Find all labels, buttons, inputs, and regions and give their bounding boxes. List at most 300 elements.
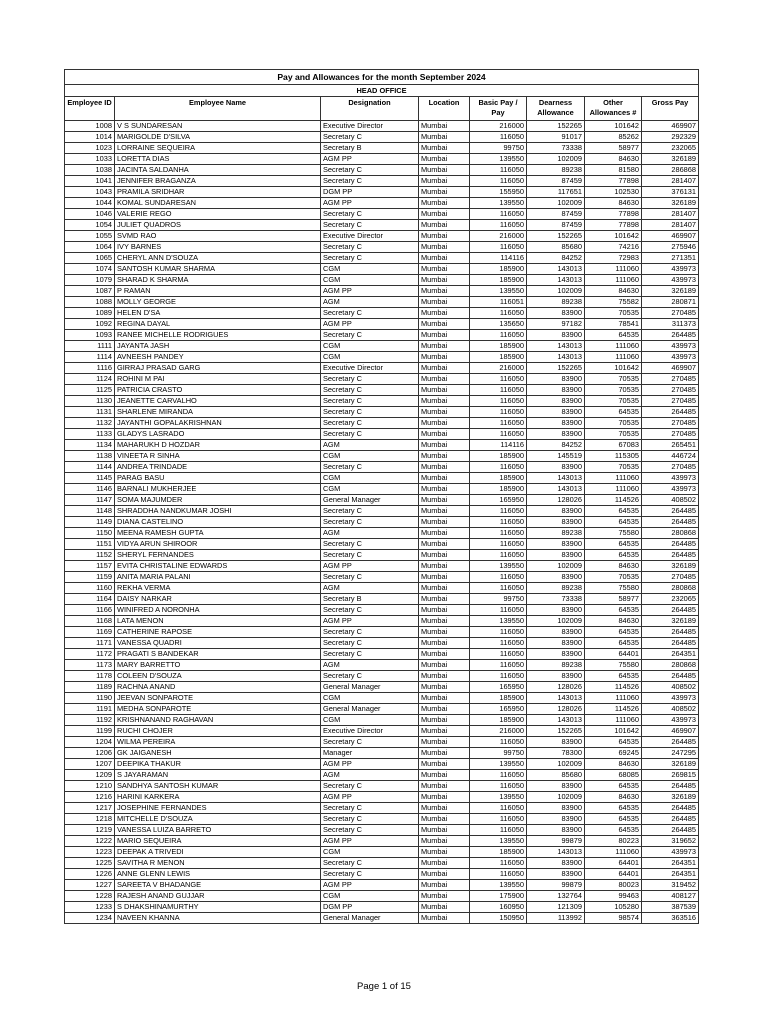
cell-employee-name: RANEE MICHELLE RODRIGUES: [115, 330, 321, 341]
cell-dearness-allowance: 83900: [527, 638, 585, 649]
cell-employee-id: 1064: [65, 242, 115, 253]
cell-employee-name: MAHARUKH D HOZDAR: [115, 440, 321, 451]
cell-location: Mumbai: [419, 187, 470, 198]
cell-employee-name: SVMD RAO: [115, 231, 321, 242]
cell-basic-pay: 116050: [470, 528, 527, 539]
cell-employee-id: 1055: [65, 231, 115, 242]
cell-other-allowances: 75582: [585, 297, 642, 308]
cell-designation: General Manager: [321, 704, 419, 715]
cell-employee-id: 1111: [65, 341, 115, 352]
cell-location: Mumbai: [419, 803, 470, 814]
table-row: [65, 264, 699, 275]
cell-employee-id: 1189: [65, 682, 115, 693]
cell-other-allowances: 64401: [585, 858, 642, 869]
cell-employee-name: WINIFRED A NORONHA: [115, 605, 321, 616]
cell-designation: Secretary C: [321, 605, 419, 616]
table-row: [65, 220, 699, 231]
cell-location: Mumbai: [419, 264, 470, 275]
cell-employee-name: JEEVAN SONPAROTE: [115, 693, 321, 704]
cell-employee-id: 1168: [65, 616, 115, 627]
cell-employee-id: 1160: [65, 583, 115, 594]
cell-other-allowances: 64535: [585, 671, 642, 682]
cell-employee-id: 1206: [65, 748, 115, 759]
cell-basic-pay: 160950: [470, 902, 527, 913]
cell-location: Mumbai: [419, 792, 470, 803]
cell-location: Mumbai: [419, 836, 470, 847]
cell-gross-pay: 264351: [642, 869, 699, 880]
cell-employee-name: RUCHI CHOJER: [115, 726, 321, 737]
table-row: [65, 209, 699, 220]
cell-employee-id: 1190: [65, 693, 115, 704]
page-number: Page 1 of 15: [357, 981, 411, 992]
cell-employee-name: ANDREA TRINDADE: [115, 462, 321, 473]
cell-basic-pay: 139550: [470, 561, 527, 572]
cell-dearness-allowance: 117651: [527, 187, 585, 198]
cell-dearness-allowance: 143013: [527, 275, 585, 286]
cell-employee-name: MITCHELLE D'SOUZA: [115, 814, 321, 825]
cell-basic-pay: 116050: [470, 781, 527, 792]
cell-gross-pay: 264351: [642, 858, 699, 869]
table-row: [65, 242, 699, 253]
cell-designation: AGM PP: [321, 759, 419, 770]
cell-other-allowances: 111060: [585, 715, 642, 726]
cell-gross-pay: 280868: [642, 528, 699, 539]
cell-employee-name: LORETTA DIAS: [115, 154, 321, 165]
table-row: [65, 550, 699, 561]
cell-designation: Secretary C: [321, 627, 419, 638]
cell-employee-name: JULIET QUADROS: [115, 220, 321, 231]
cell-employee-id: 1014: [65, 132, 115, 143]
cell-other-allowances: 64535: [585, 781, 642, 792]
cell-dearness-allowance: 102009: [527, 561, 585, 572]
table-row: [65, 847, 699, 858]
cell-other-allowances: 84630: [585, 198, 642, 209]
cell-employee-id: 1079: [65, 275, 115, 286]
cell-employee-name: SHARLENE MIRANDA: [115, 407, 321, 418]
cell-other-allowances: 72983: [585, 253, 642, 264]
cell-basic-pay: 114116: [470, 440, 527, 451]
cell-employee-id: 1173: [65, 660, 115, 671]
cell-location: Mumbai: [419, 638, 470, 649]
cell-employee-id: 1169: [65, 627, 115, 638]
cell-basic-pay: 116050: [470, 627, 527, 638]
cell-designation: Secretary C: [321, 825, 419, 836]
cell-dearness-allowance: 83900: [527, 605, 585, 616]
cell-dearness-allowance: 89238: [527, 660, 585, 671]
cell-dearness-allowance: 132764: [527, 891, 585, 902]
cell-designation: Executive Director: [321, 121, 419, 132]
cell-location: Mumbai: [419, 869, 470, 880]
cell-other-allowances: 111060: [585, 847, 642, 858]
cell-basic-pay: 185900: [470, 264, 527, 275]
cell-dearness-allowance: 152265: [527, 363, 585, 374]
header-other-allowances: Other Allowances #: [585, 97, 642, 121]
cell-location: Mumbai: [419, 737, 470, 748]
cell-gross-pay: 387539: [642, 902, 699, 913]
cell-employee-id: 1074: [65, 264, 115, 275]
cell-location: Mumbai: [419, 286, 470, 297]
cell-gross-pay: 439973: [642, 715, 699, 726]
cell-other-allowances: 64535: [585, 407, 642, 418]
cell-employee-name: NAVEEN KHANNA: [115, 913, 321, 924]
cell-designation: CGM: [321, 341, 419, 352]
cell-employee-id: 1054: [65, 220, 115, 231]
table-row: [65, 198, 699, 209]
cell-designation: Secretary C: [321, 737, 419, 748]
cell-basic-pay: 185900: [470, 473, 527, 484]
cell-gross-pay: 264485: [642, 330, 699, 341]
cell-employee-id: 1172: [65, 649, 115, 660]
cell-gross-pay: 439973: [642, 847, 699, 858]
cell-basic-pay: 139550: [470, 836, 527, 847]
cell-designation: Executive Director: [321, 231, 419, 242]
table-title: Pay and Allowances for the month September 2024: [65, 70, 699, 85]
cell-dearness-allowance: 83900: [527, 825, 585, 836]
cell-other-allowances: 70535: [585, 429, 642, 440]
cell-employee-name: COLEEN D'SOUZA: [115, 671, 321, 682]
table-row: [65, 528, 699, 539]
cell-employee-name: PRAMILA SRIDHAR: [115, 187, 321, 198]
cell-basic-pay: 185900: [470, 275, 527, 286]
cell-location: Mumbai: [419, 319, 470, 330]
cell-location: Mumbai: [419, 858, 470, 869]
cell-other-allowances: 58977: [585, 143, 642, 154]
cell-other-allowances: 80223: [585, 836, 642, 847]
cell-gross-pay: 270485: [642, 429, 699, 440]
cell-designation: Secretary C: [321, 462, 419, 473]
cell-employee-id: 1234: [65, 913, 115, 924]
cell-designation: General Manager: [321, 495, 419, 506]
cell-designation: AGM PP: [321, 198, 419, 209]
table-row: [65, 462, 699, 473]
cell-designation: AGM PP: [321, 561, 419, 572]
column-header-row: [65, 97, 699, 121]
cell-gross-pay: 469907: [642, 231, 699, 242]
cell-basic-pay: 116050: [470, 176, 527, 187]
cell-location: Mumbai: [419, 506, 470, 517]
cell-designation: Secretary C: [321, 869, 419, 880]
table-row: [65, 352, 699, 363]
cell-dearness-allowance: 99879: [527, 880, 585, 891]
cell-location: Mumbai: [419, 352, 470, 363]
header-employee-name: Employee Name: [115, 97, 321, 121]
table-row: [65, 484, 699, 495]
cell-designation: Secretary C: [321, 429, 419, 440]
cell-employee-id: 1152: [65, 550, 115, 561]
cell-basic-pay: 116050: [470, 308, 527, 319]
cell-location: Mumbai: [419, 132, 470, 143]
cell-gross-pay: 269815: [642, 770, 699, 781]
cell-gross-pay: 270485: [642, 572, 699, 583]
table-row: [65, 451, 699, 462]
cell-location: Mumbai: [419, 627, 470, 638]
cell-location: Mumbai: [419, 473, 470, 484]
cell-employee-name: MOLLY GEORGE: [115, 297, 321, 308]
cell-dearness-allowance: 87459: [527, 176, 585, 187]
cell-location: Mumbai: [419, 407, 470, 418]
cell-designation: CGM: [321, 473, 419, 484]
cell-location: Mumbai: [419, 880, 470, 891]
cell-basic-pay: 116050: [470, 814, 527, 825]
cell-location: Mumbai: [419, 517, 470, 528]
cell-other-allowances: 68085: [585, 770, 642, 781]
cell-employee-name: VANESSA QUADRI: [115, 638, 321, 649]
cell-basic-pay: 155950: [470, 187, 527, 198]
cell-employee-id: 1157: [65, 561, 115, 572]
table-row: [65, 539, 699, 550]
cell-location: Mumbai: [419, 781, 470, 792]
cell-employee-id: 1125: [65, 385, 115, 396]
cell-basic-pay: 116050: [470, 220, 527, 231]
cell-dearness-allowance: 83900: [527, 462, 585, 473]
cell-other-allowances: 84630: [585, 792, 642, 803]
cell-basic-pay: 116050: [470, 242, 527, 253]
cell-other-allowances: 70535: [585, 308, 642, 319]
cell-gross-pay: 286868: [642, 165, 699, 176]
table-row: [65, 704, 699, 715]
cell-designation: AGM PP: [321, 319, 419, 330]
cell-gross-pay: 264485: [642, 407, 699, 418]
table-row: [65, 407, 699, 418]
table-body: [65, 121, 699, 924]
cell-dearness-allowance: 143013: [527, 473, 585, 484]
cell-gross-pay: 281407: [642, 209, 699, 220]
cell-other-allowances: 115305: [585, 451, 642, 462]
cell-designation: CGM: [321, 847, 419, 858]
cell-location: Mumbai: [419, 121, 470, 132]
cell-employee-name: MEDHA SONPAROTE: [115, 704, 321, 715]
cell-other-allowances: 75580: [585, 528, 642, 539]
cell-location: Mumbai: [419, 539, 470, 550]
cell-other-allowances: 70535: [585, 572, 642, 583]
cell-employee-id: 1171: [65, 638, 115, 649]
cell-gross-pay: 376131: [642, 187, 699, 198]
cell-location: Mumbai: [419, 220, 470, 231]
cell-location: Mumbai: [419, 275, 470, 286]
header-gross-pay: Gross Pay: [642, 97, 699, 121]
cell-employee-id: 1133: [65, 429, 115, 440]
cell-designation: Secretary C: [321, 418, 419, 429]
cell-gross-pay: 319452: [642, 880, 699, 891]
cell-employee-name: ANNE GLENN LEWIS: [115, 869, 321, 880]
cell-dearness-allowance: 89238: [527, 297, 585, 308]
table-row: [65, 572, 699, 583]
cell-basic-pay: 116050: [470, 583, 527, 594]
cell-dearness-allowance: 78300: [527, 748, 585, 759]
cell-other-allowances: 111060: [585, 264, 642, 275]
cell-employee-name: JACINTA SALDANHA: [115, 165, 321, 176]
cell-basic-pay: 116050: [470, 869, 527, 880]
cell-employee-name: SHRADDHA NANDKUMAR JOSHI: [115, 506, 321, 517]
table-row: [65, 473, 699, 484]
cell-employee-id: 1166: [65, 605, 115, 616]
cell-dearness-allowance: 97182: [527, 319, 585, 330]
table-row: [65, 374, 699, 385]
cell-location: Mumbai: [419, 440, 470, 451]
table-row: [65, 176, 699, 187]
cell-other-allowances: 74216: [585, 242, 642, 253]
cell-employee-name: PRAGATI S BANDEKAR: [115, 649, 321, 660]
cell-dearness-allowance: 83900: [527, 737, 585, 748]
cell-gross-pay: 408502: [642, 704, 699, 715]
table-row: [65, 748, 699, 759]
table-row: [65, 319, 699, 330]
cell-location: Mumbai: [419, 363, 470, 374]
table-row: [65, 737, 699, 748]
cell-dearness-allowance: 83900: [527, 506, 585, 517]
cell-other-allowances: 84630: [585, 759, 642, 770]
cell-designation: CGM: [321, 275, 419, 286]
cell-other-allowances: 64535: [585, 330, 642, 341]
table-row: [65, 726, 699, 737]
cell-other-allowances: 64535: [585, 539, 642, 550]
cell-designation: Secretary C: [321, 132, 419, 143]
cell-employee-name: MARY BARRETTO: [115, 660, 321, 671]
cell-location: Mumbai: [419, 550, 470, 561]
header-location: Location: [419, 97, 470, 121]
cell-dearness-allowance: 143013: [527, 715, 585, 726]
cell-other-allowances: 64535: [585, 737, 642, 748]
cell-designation: Secretary C: [321, 330, 419, 341]
cell-employee-name: JENNIFER BRAGANZA: [115, 176, 321, 187]
cell-gross-pay: 264485: [642, 550, 699, 561]
cell-dearness-allowance: 83900: [527, 671, 585, 682]
cell-designation: Secretary C: [321, 209, 419, 220]
cell-basic-pay: 185900: [470, 693, 527, 704]
cell-designation: Secretary C: [321, 176, 419, 187]
cell-location: Mumbai: [419, 451, 470, 462]
cell-gross-pay: 408127: [642, 891, 699, 902]
cell-location: Mumbai: [419, 165, 470, 176]
cell-gross-pay: 311373: [642, 319, 699, 330]
cell-dearness-allowance: 152265: [527, 121, 585, 132]
cell-employee-name: LORRAINE SEQUEIRA: [115, 143, 321, 154]
cell-designation: DGM PP: [321, 902, 419, 913]
cell-employee-id: 1089: [65, 308, 115, 319]
cell-gross-pay: 264485: [642, 506, 699, 517]
table-row: [65, 913, 699, 924]
cell-other-allowances: 67083: [585, 440, 642, 451]
cell-location: Mumbai: [419, 825, 470, 836]
cell-dearness-allowance: 143013: [527, 484, 585, 495]
cell-basic-pay: 139550: [470, 616, 527, 627]
cell-employee-name: JEANETTE CARVALHO: [115, 396, 321, 407]
cell-employee-name: HELEN D'SA: [115, 308, 321, 319]
cell-location: Mumbai: [419, 198, 470, 209]
cell-gross-pay: 439973: [642, 484, 699, 495]
cell-employee-id: 1146: [65, 484, 115, 495]
cell-employee-name: KRISHNANAND RAGHAVAN: [115, 715, 321, 726]
cell-employee-id: 1227: [65, 880, 115, 891]
cell-employee-id: 1065: [65, 253, 115, 264]
table-row: [65, 297, 699, 308]
cell-other-allowances: 111060: [585, 473, 642, 484]
cell-employee-name: WILMA PEREIRA: [115, 737, 321, 748]
cell-basic-pay: 99750: [470, 748, 527, 759]
cell-basic-pay: 175900: [470, 891, 527, 902]
cell-basic-pay: 150950: [470, 913, 527, 924]
cell-dearness-allowance: 85680: [527, 770, 585, 781]
table-row: [65, 396, 699, 407]
cell-basic-pay: 116050: [470, 330, 527, 341]
cell-employee-name: RACHNA ANAND: [115, 682, 321, 693]
table-row: [65, 649, 699, 660]
cell-basic-pay: 216000: [470, 726, 527, 737]
cell-other-allowances: 77898: [585, 209, 642, 220]
cell-employee-name: CHERYL ANN D'SOUZA: [115, 253, 321, 264]
cell-other-allowances: 101642: [585, 363, 642, 374]
cell-basic-pay: 116050: [470, 506, 527, 517]
cell-gross-pay: 264485: [642, 605, 699, 616]
cell-gross-pay: 319652: [642, 836, 699, 847]
cell-employee-name: DEEPAK A TRIVEDI: [115, 847, 321, 858]
table-row: [65, 154, 699, 165]
table-row: [65, 506, 699, 517]
cell-dearness-allowance: 83900: [527, 627, 585, 638]
cell-basic-pay: 116050: [470, 550, 527, 561]
cell-other-allowances: 70535: [585, 396, 642, 407]
cell-designation: Secretary C: [321, 374, 419, 385]
cell-other-allowances: 64535: [585, 814, 642, 825]
table-row: [65, 418, 699, 429]
cell-designation: CGM: [321, 891, 419, 902]
cell-gross-pay: 264485: [642, 781, 699, 792]
cell-designation: Secretary C: [321, 572, 419, 583]
cell-designation: Secretary C: [321, 649, 419, 660]
cell-basic-pay: 185900: [470, 484, 527, 495]
table-row: [65, 858, 699, 869]
cell-designation: CGM: [321, 451, 419, 462]
cell-employee-name: DIANA CASTELINO: [115, 517, 321, 528]
cell-employee-id: 1151: [65, 539, 115, 550]
cell-employee-id: 1225: [65, 858, 115, 869]
cell-employee-name: SOMA MAJUMDER: [115, 495, 321, 506]
cell-dearness-allowance: 89238: [527, 528, 585, 539]
cell-location: Mumbai: [419, 759, 470, 770]
cell-basic-pay: 116050: [470, 660, 527, 671]
cell-gross-pay: 292329: [642, 132, 699, 143]
table-row: [65, 803, 699, 814]
cell-other-allowances: 75580: [585, 583, 642, 594]
cell-location: Mumbai: [419, 374, 470, 385]
table-row: [65, 902, 699, 913]
cell-designation: CGM: [321, 693, 419, 704]
cell-gross-pay: 326189: [642, 154, 699, 165]
cell-basic-pay: 116050: [470, 572, 527, 583]
cell-employee-id: 1134: [65, 440, 115, 451]
cell-other-allowances: 70535: [585, 374, 642, 385]
cell-employee-name: PATRICIA CRASTO: [115, 385, 321, 396]
cell-gross-pay: 275946: [642, 242, 699, 253]
table-row: [65, 517, 699, 528]
table-row: [65, 836, 699, 847]
cell-location: Mumbai: [419, 572, 470, 583]
cell-location: Mumbai: [419, 253, 470, 264]
cell-employee-name: ROHINI M PAI: [115, 374, 321, 385]
cell-location: Mumbai: [419, 396, 470, 407]
cell-basic-pay: 116050: [470, 858, 527, 869]
table-row: [65, 165, 699, 176]
cell-dearness-allowance: 83900: [527, 407, 585, 418]
cell-gross-pay: 264485: [642, 627, 699, 638]
cell-employee-name: S JAYARAMAN: [115, 770, 321, 781]
cell-other-allowances: 98574: [585, 913, 642, 924]
cell-employee-name: IVY BARNES: [115, 242, 321, 253]
cell-location: Mumbai: [419, 649, 470, 660]
cell-other-allowances: 111060: [585, 693, 642, 704]
cell-location: Mumbai: [419, 385, 470, 396]
cell-location: Mumbai: [419, 902, 470, 913]
